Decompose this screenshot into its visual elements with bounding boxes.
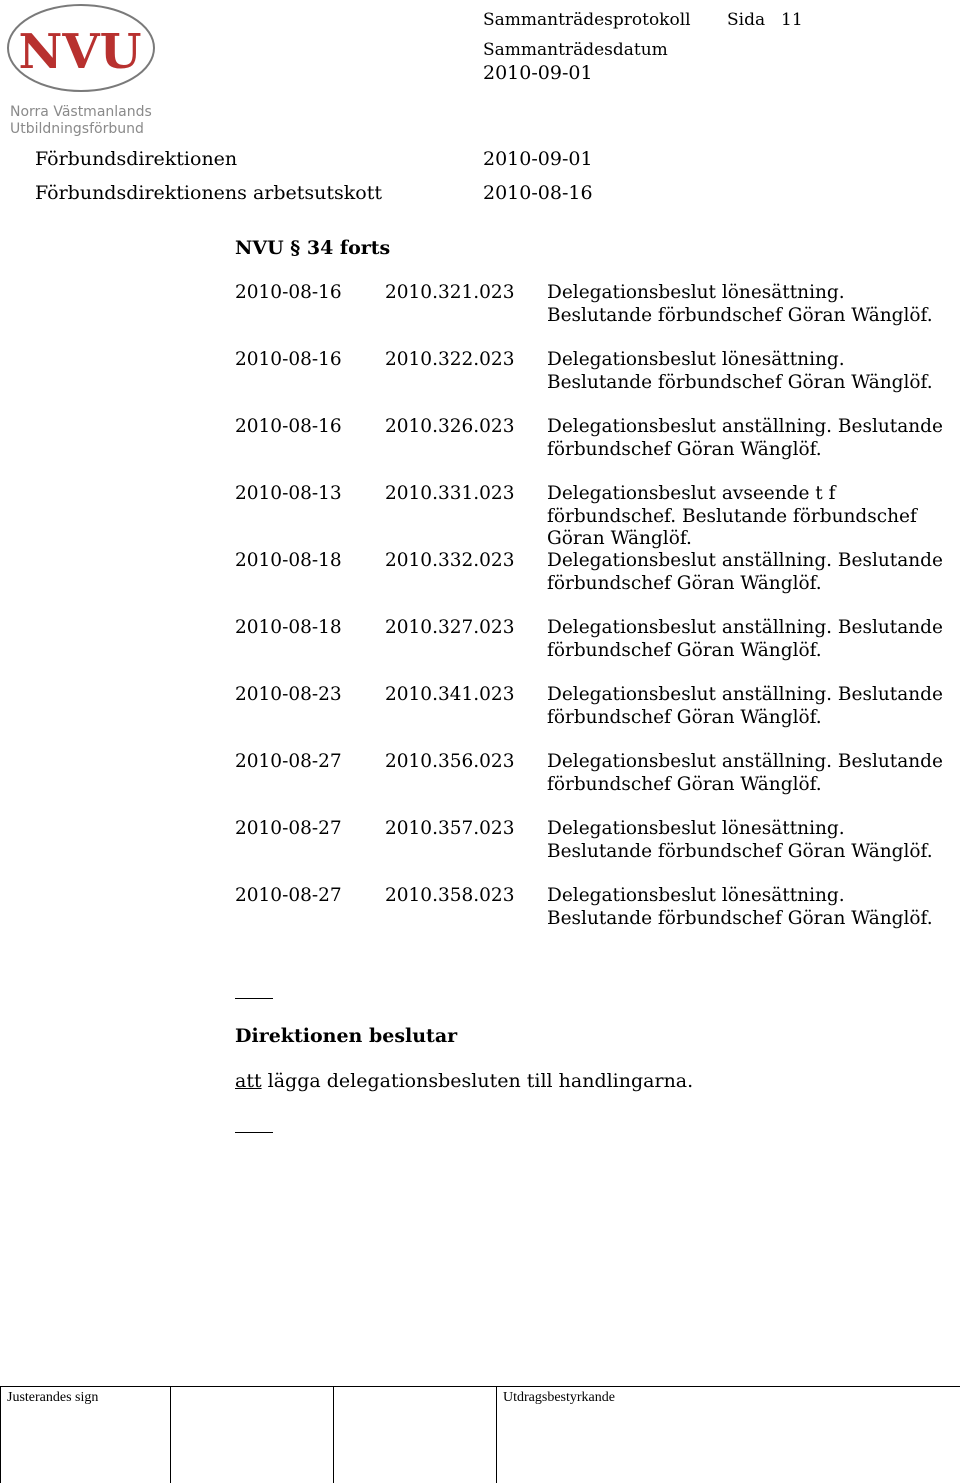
entry-desc: Delegationsbeslut avseende t f förbundschef. Beslutande förbundschef Göran Wänglöf. [547, 483, 917, 549]
sign-label: Justerandes sign [7, 1390, 99, 1405]
entry-desc: Delegationsbeslut lönesättning. Beslutande förbundschef Göran Wänglöf. [547, 282, 933, 326]
list-item [235, 483, 955, 550]
entry-ref: 2010.331.023 [385, 483, 515, 504]
body-name: Förbundsdirektionen [35, 148, 238, 170]
entry-date: 2010-08-18 [235, 550, 342, 571]
entry-ref: 2010.357.023 [385, 818, 515, 839]
entry-date: 2010-08-27 [235, 885, 342, 906]
body-date: 2010-08-16 [483, 182, 593, 204]
entry-ref: 2010.332.023 [385, 550, 515, 571]
signature-cell [170, 1387, 334, 1483]
entry-desc: Delegationsbeslut anställning. Beslutande förbundschef Göran Wänglöf. [547, 684, 943, 728]
signature-cell [0, 1387, 171, 1483]
entry-date: 2010-08-16 [235, 416, 342, 437]
logo-mark: NVU [18, 24, 142, 80]
entry-ref: 2010.326.023 [385, 416, 515, 437]
list-item [235, 617, 955, 684]
page-number: 11 [781, 10, 803, 30]
list-item [235, 550, 955, 617]
entry-ref: 2010.322.023 [385, 349, 515, 370]
entry-date: 2010-08-23 [235, 684, 342, 705]
extract-cell [496, 1387, 959, 1483]
body-name: Förbundsdirektionens arbetsutskott [35, 182, 383, 204]
logo-line1: Norra Västmanlands [10, 104, 152, 120]
section-divider [235, 998, 273, 999]
entry-desc: Delegationsbeslut lönesättning. Beslutande förbundschef Göran Wänglöf. [547, 818, 933, 862]
meeting-date-label: Sammanträdesdatum [483, 40, 668, 60]
entry-desc: Delegationsbeslut anställning. Beslutande förbundschef Göran Wänglöf. [547, 751, 943, 795]
entry-date: 2010-08-16 [235, 282, 342, 303]
entry-desc: Delegationsbeslut anställning. Beslutande förbundschef Göran Wänglöf. [547, 416, 943, 460]
entry-desc: Delegationsbeslut anställning. Beslutande förbundschef Göran Wänglöf. [547, 550, 943, 594]
protocol-label: Sammanträdesprotokoll [483, 10, 691, 30]
extract-label: Utdragsbestyrkande [503, 1390, 615, 1405]
signature-footer [0, 1386, 960, 1483]
entry-ref: 2010.358.023 [385, 885, 515, 906]
list-item [235, 416, 955, 483]
decision-text-line [235, 1070, 693, 1092]
entry-date: 2010-08-27 [235, 818, 342, 839]
decision-heading: Direktionen beslutar [235, 1025, 458, 1047]
meeting-date-value: 2010-09-01 [483, 62, 593, 84]
entry-date: 2010-08-27 [235, 751, 342, 772]
signature-cell [333, 1387, 497, 1483]
entry-date: 2010-08-18 [235, 617, 342, 638]
entry-desc: Delegationsbeslut lönesättning. Beslutande förbundschef Göran Wänglöf. [547, 885, 933, 929]
list-item [235, 885, 955, 952]
entry-date: 2010-08-16 [235, 349, 342, 370]
entry-desc: Delegationsbeslut lönesättning. Beslutande förbundschef Göran Wänglöf. [547, 349, 933, 393]
list-item [235, 751, 955, 818]
nvu-logo [6, 2, 158, 138]
list-item [235, 818, 955, 885]
entry-ref: 2010.341.023 [385, 684, 515, 705]
entry-desc: Delegationsbeslut anställning. Beslutande förbundschef Göran Wänglöf. [547, 617, 943, 661]
decision-att: att [235, 1070, 262, 1092]
list-item [235, 684, 955, 751]
page-label: Sida [727, 10, 766, 30]
logo-line2: Utbildningsförbund [10, 121, 144, 137]
list-item [235, 282, 955, 349]
decision-text: lägga delegationsbesluten till handlingarna. [267, 1070, 694, 1092]
section-title: NVU § 34 forts [235, 237, 391, 259]
section-divider [235, 1132, 273, 1133]
list-item [235, 349, 955, 416]
entry-date: 2010-08-13 [235, 483, 342, 504]
delegation-list [235, 282, 955, 952]
body-date: 2010-09-01 [483, 148, 593, 170]
entry-ref: 2010.321.023 [385, 282, 515, 303]
entry-ref: 2010.327.023 [385, 617, 515, 638]
entry-ref: 2010.356.023 [385, 751, 515, 772]
